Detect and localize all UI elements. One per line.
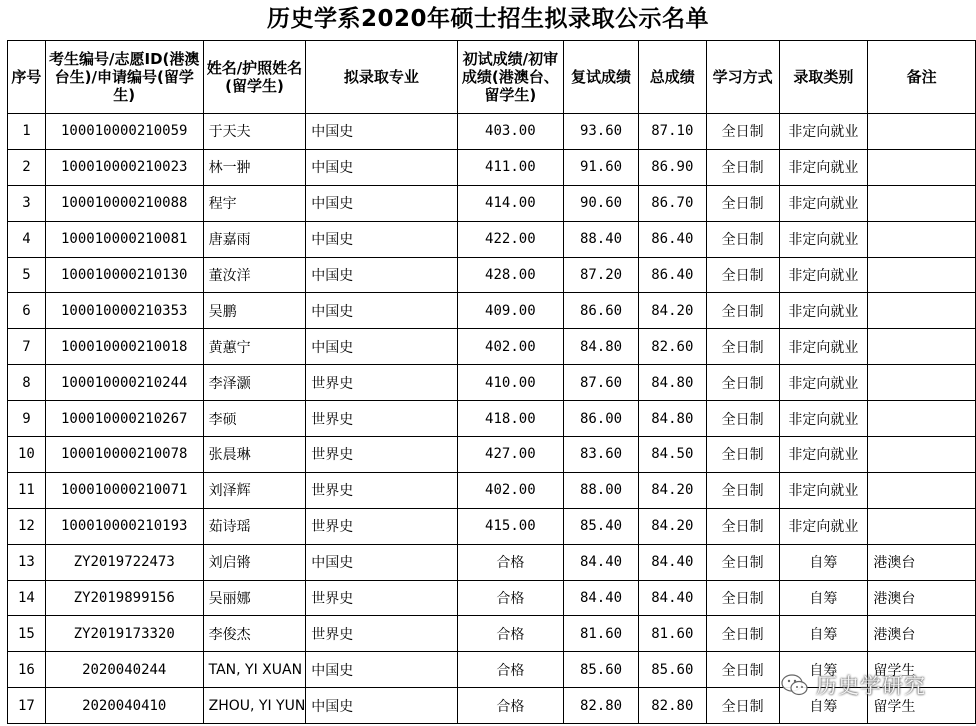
cell-id: ZY2019173320 xyxy=(45,616,203,652)
cell-prelim: 414.00 xyxy=(457,185,564,221)
cell-id: 100010000210059 xyxy=(45,114,203,150)
cell-major: 中国史 xyxy=(306,652,457,688)
cell-no: 7 xyxy=(8,329,46,365)
cell-prelim: 合格 xyxy=(457,652,564,688)
cell-retest: 88.40 xyxy=(564,221,639,257)
cell-prelim: 402.00 xyxy=(457,472,564,508)
cell-prelim: 合格 xyxy=(457,580,564,616)
cell-prelim: 428.00 xyxy=(457,257,564,293)
cell-note xyxy=(868,508,976,544)
watermark-text: 历史学研究 xyxy=(816,674,926,698)
cell-major: 中国史 xyxy=(306,185,457,221)
cell-major: 中国史 xyxy=(306,149,457,185)
cell-name: 林一翀 xyxy=(203,149,306,185)
cell-note: 港澳台 xyxy=(868,544,976,580)
cell-name: 黄蕙宁 xyxy=(203,329,306,365)
cell-total: 84.40 xyxy=(638,580,706,616)
cell-total: 85.60 xyxy=(638,652,706,688)
cell-note xyxy=(868,221,976,257)
cell-note xyxy=(868,472,976,508)
cell-retest: 86.00 xyxy=(564,401,639,437)
cell-mode: 全日制 xyxy=(706,149,779,185)
cell-prelim: 合格 xyxy=(457,616,564,652)
table-row xyxy=(8,688,976,724)
cell-category: 自筹 xyxy=(779,580,868,616)
cell-retest: 87.60 xyxy=(564,365,639,401)
cell-total: 86.40 xyxy=(638,257,706,293)
cell-major: 世界史 xyxy=(306,437,457,473)
cell-no: 5 xyxy=(8,257,46,293)
cell-total: 84.80 xyxy=(638,365,706,401)
cell-name: 刘泽辉 xyxy=(203,472,306,508)
cell-category: 非定向就业 xyxy=(779,329,868,365)
cell-prelim: 427.00 xyxy=(457,437,564,473)
cell-no: 13 xyxy=(8,544,46,580)
cell-note: 留学生 xyxy=(868,688,976,724)
cell-major: 中国史 xyxy=(306,329,457,365)
cell-name: 李硕 xyxy=(203,401,306,437)
cell-name: 唐嘉雨 xyxy=(203,221,306,257)
cell-mode: 全日制 xyxy=(706,472,779,508)
cell-prelim: 合格 xyxy=(457,688,564,724)
header-no: 序号 xyxy=(8,41,46,114)
cell-category: 非定向就业 xyxy=(779,293,868,329)
cell-mode: 全日制 xyxy=(706,365,779,401)
cell-major: 中国史 xyxy=(306,114,457,150)
cell-note xyxy=(868,257,976,293)
cell-name: 茹诗瑶 xyxy=(203,508,306,544)
header-id: 考生编号/志愿ID(港澳台生)/申请编号(留学生) xyxy=(45,41,203,114)
cell-name: 于天夫 xyxy=(203,114,306,150)
cell-mode: 全日制 xyxy=(706,544,779,580)
cell-id: 100010000210244 xyxy=(45,365,203,401)
cell-category: 自筹 xyxy=(779,688,868,724)
cell-retest: 90.60 xyxy=(564,185,639,221)
cell-note xyxy=(868,185,976,221)
cell-no: 10 xyxy=(8,437,46,473)
admission-table xyxy=(7,40,976,724)
cell-id: 2020040410 xyxy=(45,688,203,724)
cell-mode: 全日制 xyxy=(706,185,779,221)
table-row xyxy=(8,437,976,473)
cell-no: 12 xyxy=(8,508,46,544)
cell-no: 6 xyxy=(8,293,46,329)
cell-total: 84.20 xyxy=(638,508,706,544)
header-total: 总成绩 xyxy=(638,41,706,114)
cell-name: TAN, YI XUAN xyxy=(203,652,306,688)
cell-no: 9 xyxy=(8,401,46,437)
cell-category: 非定向就业 xyxy=(779,472,868,508)
page-title: 历史学系2020年硕士招生拟录取公示名单 xyxy=(266,6,709,32)
cell-category: 自筹 xyxy=(779,544,868,580)
cell-no: 3 xyxy=(8,185,46,221)
cell-total: 87.10 xyxy=(638,114,706,150)
cell-note xyxy=(868,149,976,185)
cell-major: 世界史 xyxy=(306,616,457,652)
cell-id: ZY2019722473 xyxy=(45,544,203,580)
table-row xyxy=(8,472,976,508)
cell-major: 中国史 xyxy=(306,257,457,293)
cell-note: 港澳台 xyxy=(868,580,976,616)
table-row xyxy=(8,185,976,221)
cell-total: 82.80 xyxy=(638,688,706,724)
cell-prelim: 411.00 xyxy=(457,149,564,185)
cell-mode: 全日制 xyxy=(706,616,779,652)
cell-category: 自筹 xyxy=(779,652,868,688)
cell-mode: 全日制 xyxy=(706,580,779,616)
header-category: 录取类别 xyxy=(779,41,868,114)
cell-retest: 81.60 xyxy=(564,616,639,652)
cell-retest: 82.80 xyxy=(564,688,639,724)
cell-mode: 全日制 xyxy=(706,114,779,150)
cell-retest: 85.60 xyxy=(564,652,639,688)
table-row xyxy=(8,114,976,150)
cell-id: 100010000210267 xyxy=(45,401,203,437)
cell-prelim: 402.00 xyxy=(457,329,564,365)
cell-prelim: 422.00 xyxy=(457,221,564,257)
cell-major: 世界史 xyxy=(306,365,457,401)
cell-retest: 93.60 xyxy=(564,114,639,150)
cell-mode: 全日制 xyxy=(706,401,779,437)
table-row xyxy=(8,401,976,437)
header-mode: 学习方式 xyxy=(706,41,779,114)
cell-no: 1 xyxy=(8,114,46,150)
cell-category: 非定向就业 xyxy=(779,365,868,401)
cell-no: 15 xyxy=(8,616,46,652)
cell-mode: 全日制 xyxy=(706,652,779,688)
cell-no: 16 xyxy=(8,652,46,688)
cell-retest: 91.60 xyxy=(564,149,639,185)
cell-note xyxy=(868,114,976,150)
cell-prelim: 415.00 xyxy=(457,508,564,544)
table-row xyxy=(8,329,976,365)
table-row xyxy=(8,257,976,293)
cell-category: 非定向就业 xyxy=(779,114,868,150)
cell-mode: 全日制 xyxy=(706,329,779,365)
cell-category: 非定向就业 xyxy=(779,257,868,293)
header-row xyxy=(8,41,976,114)
table-row xyxy=(8,508,976,544)
table-body xyxy=(8,114,976,724)
cell-category: 非定向就业 xyxy=(779,508,868,544)
table-row xyxy=(8,365,976,401)
cell-total: 84.80 xyxy=(638,401,706,437)
cell-mode: 全日制 xyxy=(706,293,779,329)
cell-prelim: 403.00 xyxy=(457,114,564,150)
cell-category: 非定向就业 xyxy=(779,401,868,437)
cell-note: 港澳台 xyxy=(868,616,976,652)
header-note: 备注 xyxy=(868,41,976,114)
table-row xyxy=(8,580,976,616)
cell-major: 中国史 xyxy=(306,293,457,329)
cell-note xyxy=(868,437,976,473)
cell-note xyxy=(868,365,976,401)
cell-no: 2 xyxy=(8,149,46,185)
cell-id: 100010000210088 xyxy=(45,185,203,221)
cell-note xyxy=(868,401,976,437)
cell-retest: 86.60 xyxy=(564,293,639,329)
cell-major: 世界史 xyxy=(306,472,457,508)
cell-id: 100010000210130 xyxy=(45,257,203,293)
cell-retest: 88.00 xyxy=(564,472,639,508)
cell-name: 董汝洋 xyxy=(203,257,306,293)
cell-category: 非定向就业 xyxy=(779,185,868,221)
cell-no: 4 xyxy=(8,221,46,257)
cell-major: 中国史 xyxy=(306,688,457,724)
cell-id: 100010000210018 xyxy=(45,329,203,365)
cell-major: 中国史 xyxy=(306,544,457,580)
cell-mode: 全日制 xyxy=(706,688,779,724)
cell-no: 14 xyxy=(8,580,46,616)
cell-prelim: 合格 xyxy=(457,544,564,580)
cell-total: 86.40 xyxy=(638,221,706,257)
cell-name: ZHOU, YI YUN xyxy=(203,688,306,724)
table-row xyxy=(8,652,976,688)
cell-no: 8 xyxy=(8,365,46,401)
cell-note xyxy=(868,329,976,365)
cell-category: 非定向就业 xyxy=(779,149,868,185)
cell-retest: 84.40 xyxy=(564,544,639,580)
cell-total: 86.90 xyxy=(638,149,706,185)
cell-mode: 全日制 xyxy=(706,221,779,257)
header-retest: 复试成绩 xyxy=(564,41,639,114)
cell-category: 非定向就业 xyxy=(779,221,868,257)
table-row xyxy=(8,149,976,185)
cell-name: 程宇 xyxy=(203,185,306,221)
cell-total: 84.20 xyxy=(638,293,706,329)
table-row xyxy=(8,221,976,257)
cell-prelim: 410.00 xyxy=(457,365,564,401)
cell-major: 世界史 xyxy=(306,580,457,616)
cell-mode: 全日制 xyxy=(706,437,779,473)
cell-retest: 84.80 xyxy=(564,329,639,365)
cell-major: 世界史 xyxy=(306,508,457,544)
header-prelim: 初试成绩/初审成绩(港澳台、留学生) xyxy=(457,41,564,114)
table-row xyxy=(8,293,976,329)
cell-total: 81.60 xyxy=(638,616,706,652)
cell-mode: 全日制 xyxy=(706,508,779,544)
table-row xyxy=(8,616,976,652)
cell-total: 82.60 xyxy=(638,329,706,365)
cell-retest: 85.40 xyxy=(564,508,639,544)
cell-retest: 83.60 xyxy=(564,437,639,473)
cell-id: 2020040244 xyxy=(45,652,203,688)
cell-name: 李俊杰 xyxy=(203,616,306,652)
cell-note: 留学生 xyxy=(868,652,976,688)
cell-category: 非定向就业 xyxy=(779,437,868,473)
cell-note xyxy=(868,293,976,329)
cell-major: 中国史 xyxy=(306,221,457,257)
cell-total: 84.20 xyxy=(638,472,706,508)
cell-id: 100010000210078 xyxy=(45,437,203,473)
cell-no: 17 xyxy=(8,688,46,724)
cell-id: 100010000210081 xyxy=(45,221,203,257)
cell-id: 100010000210193 xyxy=(45,508,203,544)
cell-retest: 87.20 xyxy=(564,257,639,293)
cell-prelim: 409.00 xyxy=(457,293,564,329)
cell-prelim: 418.00 xyxy=(457,401,564,437)
cell-category: 自筹 xyxy=(779,616,868,652)
cell-name: 张晨琳 xyxy=(203,437,306,473)
cell-name: 刘启锵 xyxy=(203,544,306,580)
header-major: 拟录取专业 xyxy=(306,41,457,114)
cell-major: 世界史 xyxy=(306,401,457,437)
cell-total: 84.50 xyxy=(638,437,706,473)
cell-total: 84.40 xyxy=(638,544,706,580)
header-name: 姓名/护照姓名(留学生) xyxy=(203,41,306,114)
cell-no: 11 xyxy=(8,472,46,508)
table-row xyxy=(8,544,976,580)
cell-id: 100010000210023 xyxy=(45,149,203,185)
cell-id: 100010000210353 xyxy=(45,293,203,329)
cell-name: 李泽灏 xyxy=(203,365,306,401)
cell-retest: 84.40 xyxy=(564,580,639,616)
cell-name: 吴鹏 xyxy=(203,293,306,329)
cell-total: 86.70 xyxy=(638,185,706,221)
cell-name: 吴丽娜 xyxy=(203,580,306,616)
cell-mode: 全日制 xyxy=(706,257,779,293)
cell-id: ZY2019899156 xyxy=(45,580,203,616)
cell-id: 100010000210071 xyxy=(45,472,203,508)
